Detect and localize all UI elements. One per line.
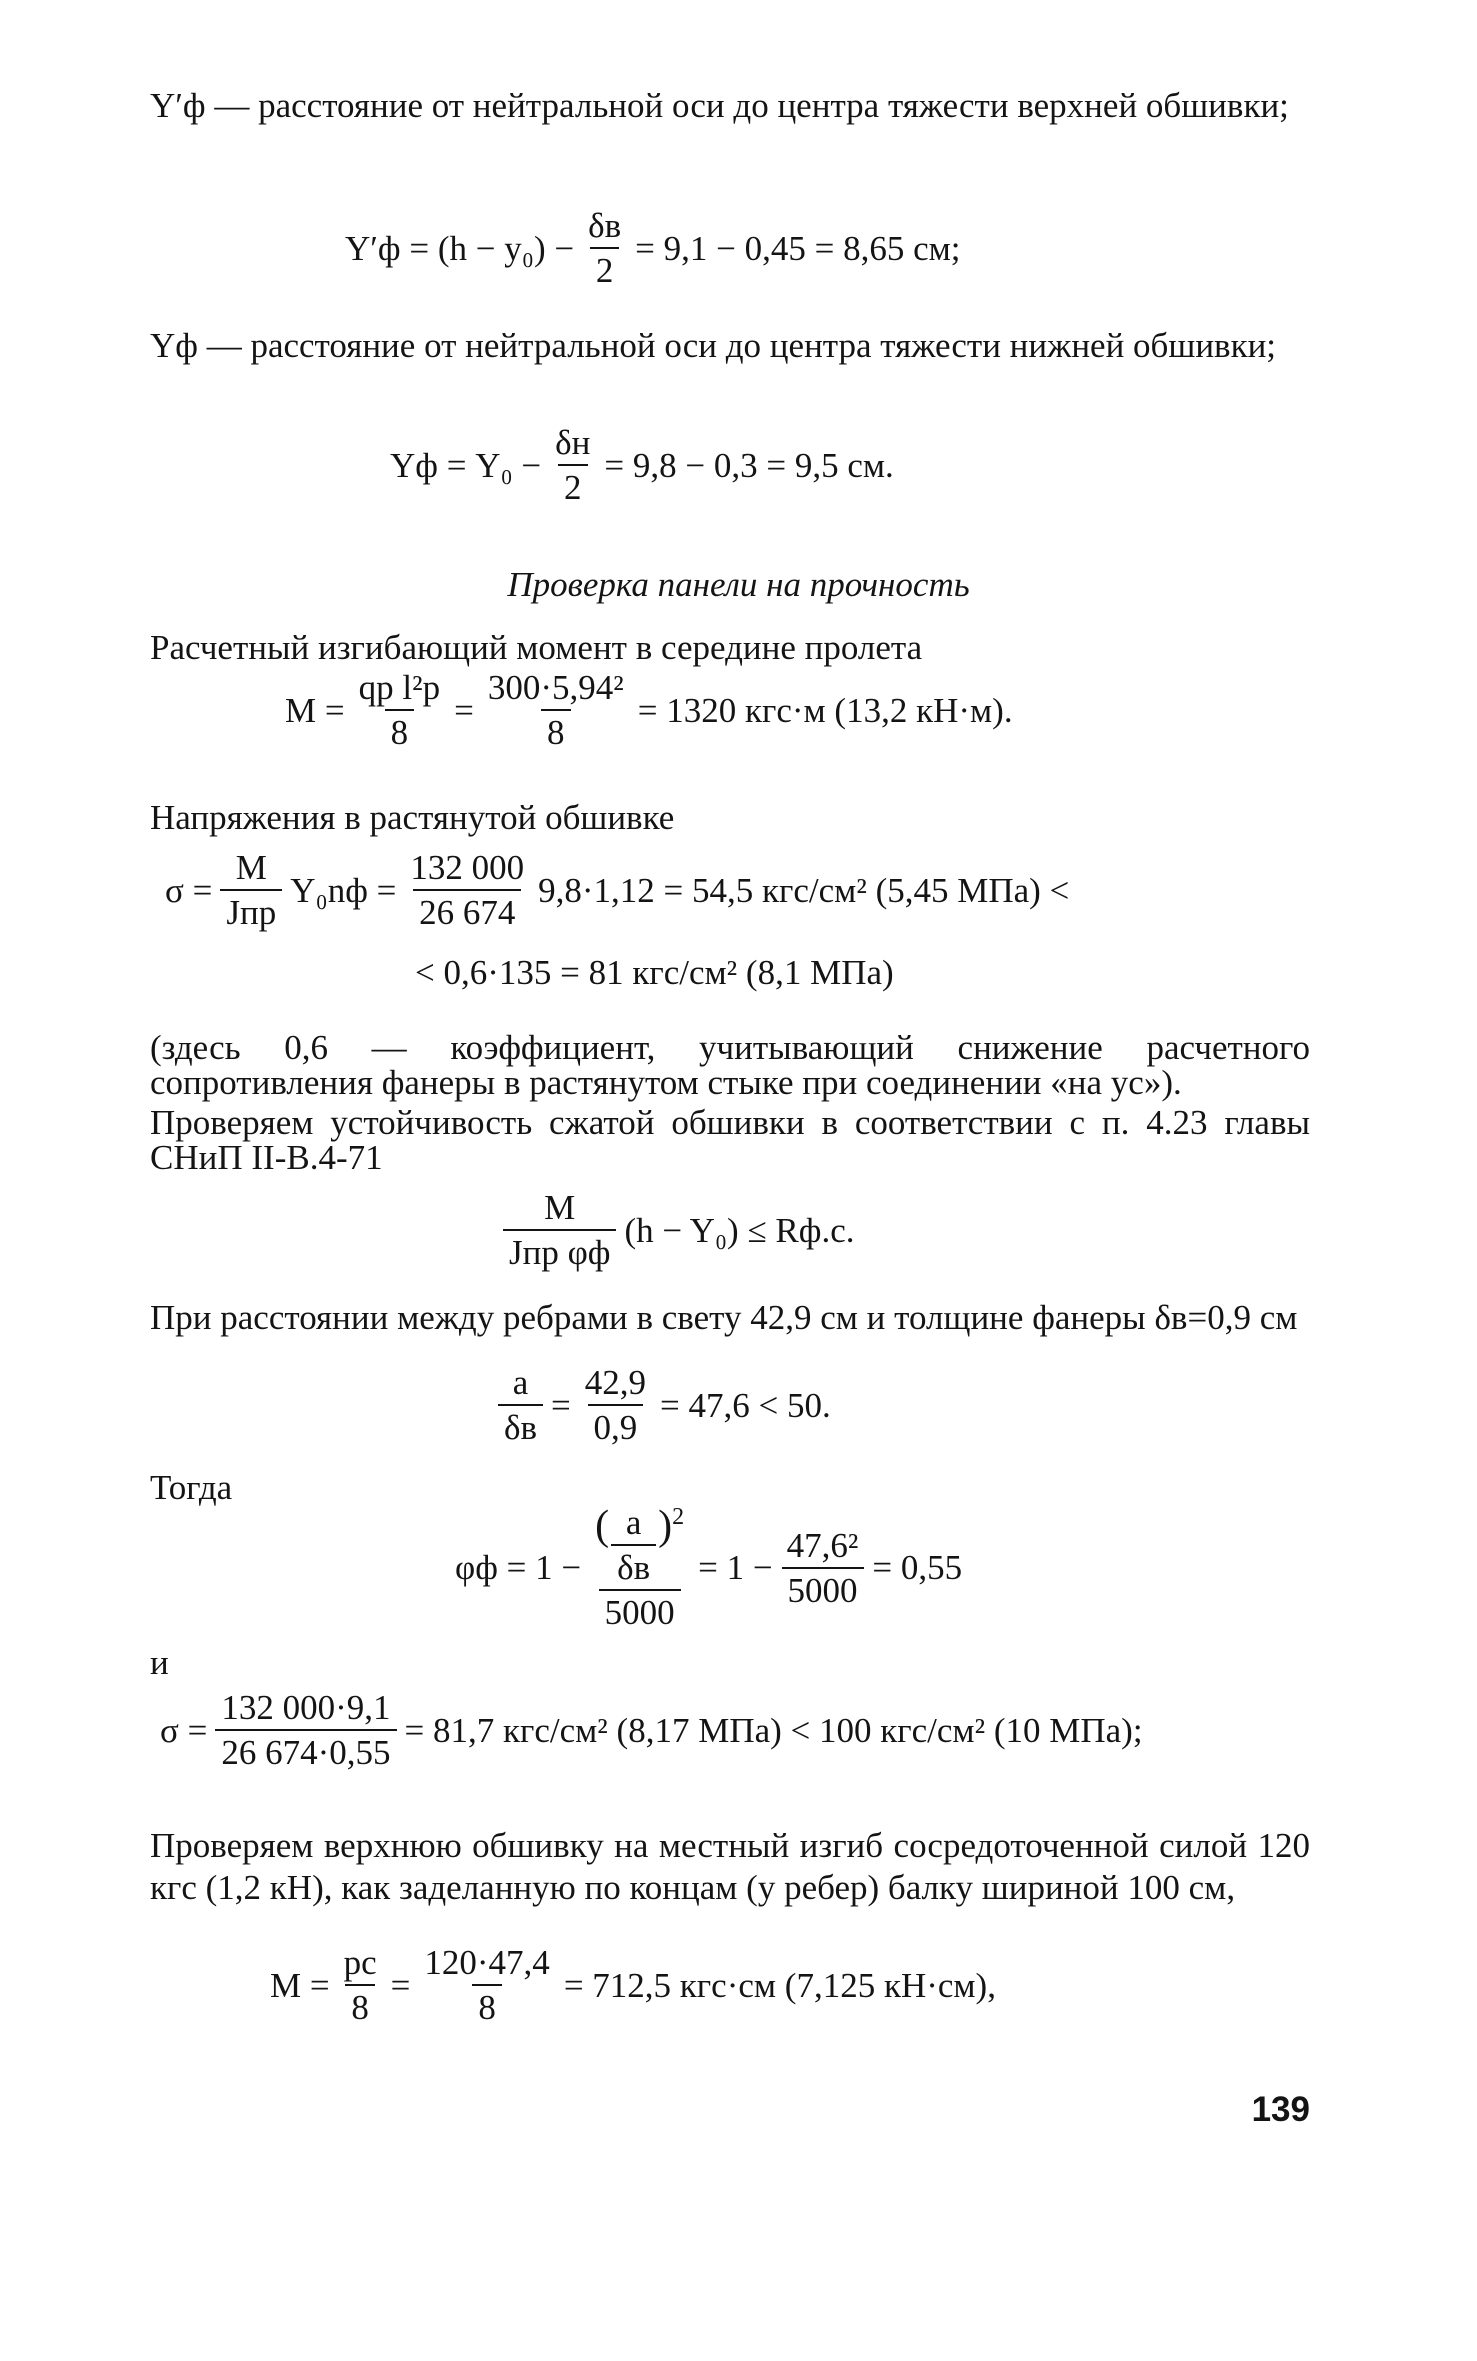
eq-s-fraction-1 <box>220 850 282 930</box>
eq-upper-den: 2 <box>590 247 620 288</box>
eq-s2-lhs: σ = <box>160 1710 208 1750</box>
eq-phi-paren-close: ) <box>658 1503 673 1549</box>
eq-r-num2: 42,9 <box>584 1363 647 1402</box>
eq-m-fraction-2 <box>482 670 630 750</box>
eq-s-line2: < 0,6·135 = 81 кгс/см² (8,1 МПа) <box>415 953 894 992</box>
eq-l-rhs: = 712,5 кгс·см (7,125 кН·см), <box>563 1965 996 2005</box>
eq-phi-inner-num: a <box>625 1503 642 1542</box>
eq-m-num1: qр l²р <box>358 668 441 707</box>
eq-st-num: M <box>544 1188 576 1227</box>
eq-phi-den2: 5000 <box>782 1567 864 1608</box>
eq-l-fraction-1 <box>338 1945 383 2025</box>
equation-phi-coefficient <box>455 1505 962 1630</box>
equation-tensile-stress-line2 <box>415 955 894 990</box>
eq-r-eq: = <box>551 1385 571 1425</box>
eq-s-fraction-2 <box>404 850 530 930</box>
eq-s-mid: Y₀nф = <box>290 870 397 910</box>
eq-l-fraction-2 <box>418 1945 555 2025</box>
eq-phi-den1: 5000 <box>599 1589 681 1630</box>
eq-s2-num: 132 000·9,1 <box>221 1688 391 1727</box>
eq-s-rhs: 9,8·1,12 = 54,5 кгс/см² (5,45 МПа) < <box>538 870 1070 910</box>
paragraph-moment-intro: Расчетный изгибающий момент в середине пролета <box>150 628 923 667</box>
eq-l-lhs: M = <box>270 1965 330 2005</box>
eq-s2-den: 26 674·0,55 <box>215 1729 396 1770</box>
paragraph-rib-spacing: При расстоянии между ребрами в свету 42,9 см и толщине фанеры δв=0,9 см <box>150 1298 1298 1337</box>
equation-slenderness-ratio <box>490 1365 831 1445</box>
eq-m-lhs: M = <box>285 690 345 730</box>
eq-s2-fraction <box>215 1690 396 1770</box>
eq-s2-rhs: = 81,7 кгс/см² (8,17 МПа) < 100 кгс/см² (10 МПа); <box>404 1710 1143 1750</box>
equation-lower-skin-distance <box>390 425 894 505</box>
eq-l-eq: = <box>390 1965 411 2005</box>
eq-lower-num: δн <box>555 423 591 462</box>
eq-phi-mid: = 1 − <box>698 1548 773 1587</box>
paragraph-lower-skin-definition: Yф — расстояние от нейтральной оси до центра тяжести нижней обшивки; <box>150 326 1277 365</box>
eq-s-den2: 26 674 <box>413 889 521 930</box>
paragraph-coefficient-note: (здесь 0,6 — коэффициент, учитывающий снижение расчетного сопротивления фанеры в растянутом стыке при соединении «на ус»). <box>150 1028 1310 1102</box>
eq-st-den: Jпр φф <box>503 1229 616 1270</box>
eq-phi-rhs: = 0,55 <box>872 1548 963 1587</box>
equation-local-moment <box>270 1945 996 2025</box>
eq-s-num2: 132 000 <box>410 848 525 887</box>
section-heading: Проверка панели на прочность <box>507 565 970 604</box>
eq-phi-square: 2 <box>672 1504 685 1530</box>
equation-bending-moment <box>285 670 1013 750</box>
paragraph-stress-intro: Напряжения в растянутой обшивке <box>150 798 675 837</box>
page-number: 139 <box>1251 2090 1310 2129</box>
eq-phi-fraction-1 <box>589 1505 690 1630</box>
eq-r-rhs: = 47,6 < 50. <box>660 1385 831 1425</box>
eq-s-num1: M <box>235 848 267 887</box>
eq-m-rhs: = 1320 кгс·м (13,2 кН·м). <box>637 690 1013 730</box>
equation-tensile-stress <box>165 850 1069 930</box>
eq-phi-num2: 47,6² <box>786 1525 859 1565</box>
text-and: и <box>150 1643 169 1682</box>
eq-lower-lhs: Yф = Y₀ − <box>390 445 542 485</box>
eq-s-lhs: σ = <box>165 870 213 910</box>
text-then: Тогда <box>150 1468 233 1507</box>
paragraph-stability-intro: Проверяем устойчивость сжатой обшивки в соответствии с п. 4.23 главы СНиП II-В.4-71 <box>150 1103 1310 1177</box>
eq-phi-lhs: φф = 1 − <box>455 1548 582 1587</box>
eq-upper-rhs: = 9,1 − 0,45 = 8,65 см; <box>635 228 961 268</box>
eq-l-num2: 120·47,4 <box>424 1943 550 1982</box>
eq-phi-fraction-2 <box>781 1525 865 1610</box>
eq-r-num1: a <box>512 1363 529 1402</box>
eq-upper-num: δв <box>588 206 622 245</box>
eq-m-den1: 8 <box>385 709 415 750</box>
eq-upper-lhs: Y′ф = (h − y₀) − <box>345 228 575 268</box>
eq-lower-rhs: = 9,8 − 0,3 = 9,5 см. <box>604 445 894 485</box>
eq-st-fraction <box>503 1190 616 1270</box>
eq-l-den1: 8 <box>345 1984 375 2025</box>
equation-compressive-stress <box>160 1690 1143 1770</box>
eq-m-den2: 8 <box>541 709 571 750</box>
eq-r-fraction-1 <box>498 1365 543 1445</box>
eq-phi-squared-group <box>589 1505 690 1589</box>
eq-lower-fraction <box>549 425 596 505</box>
equation-stability-condition <box>495 1190 854 1270</box>
eq-st-rhs: (h − Y₀) ≤ Rф.с. <box>624 1210 855 1250</box>
eq-l-num1: pc <box>343 1943 377 1982</box>
eq-phi-inner-den: δв <box>611 1544 656 1585</box>
eq-r-fraction-2 <box>579 1365 652 1445</box>
eq-m-eq: = <box>454 690 474 730</box>
eq-phi-inner-fraction <box>611 1505 656 1585</box>
eq-s-den1: Jпр <box>220 889 282 930</box>
eq-lower-den: 2 <box>558 464 588 505</box>
eq-m-num2: 300·5,94² <box>487 668 624 707</box>
eq-m-fraction-1 <box>353 670 446 750</box>
eq-r-den1: δв <box>498 1404 543 1445</box>
eq-phi-paren-open: ( <box>595 1503 610 1549</box>
eq-r-den2: 0,9 <box>588 1404 644 1445</box>
paragraph-local-bending: Проверяем верхнюю обшивку на местный изгиб сосредоточенной силой 120 кгс (1,2 кН), как заделанную по концам (у ребер) балку шириной 100 см, <box>150 1826 1310 1907</box>
eq-upper-fraction <box>582 208 627 288</box>
eq-l-den2: 8 <box>472 1984 502 2025</box>
paragraph-upper-skin-definition: Y′ф — расстояние от нейтральной оси до центра тяжести верхней обшивки; <box>150 86 1289 125</box>
equation-upper-skin-distance <box>345 208 961 288</box>
